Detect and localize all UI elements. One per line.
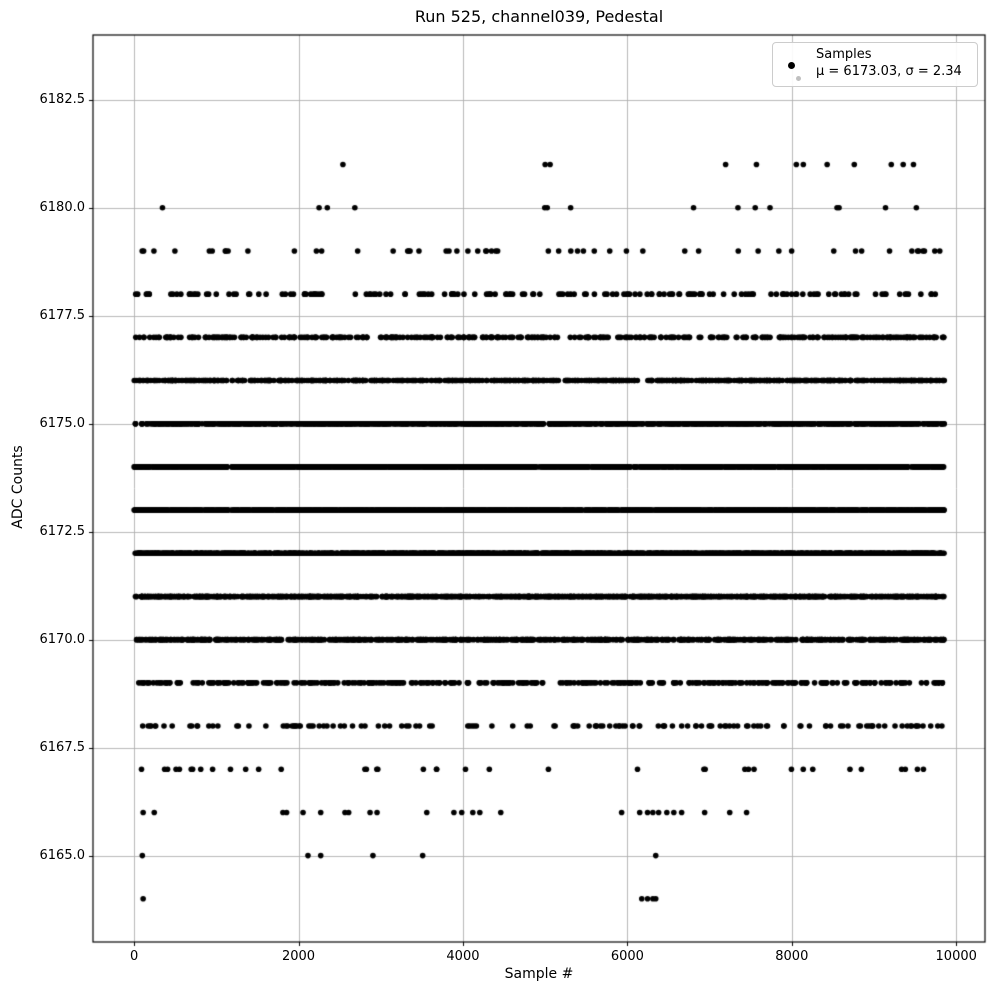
x-tick-label: 2000 [281, 949, 316, 964]
y-tick-label: 6172.5 [39, 523, 85, 539]
x-tick-label: 4000 [446, 949, 480, 964]
legend-box [772, 42, 978, 87]
y-tick-label: 6177.5 [39, 307, 85, 323]
y-tick-label: 6175.0 [39, 415, 85, 431]
x-tick-label: 0 [129, 949, 139, 964]
y-tick-label: 6165.0 [39, 847, 85, 863]
x-axis-label: Sample # [504, 966, 574, 982]
x-tick-label: 8000 [775, 949, 809, 964]
samples-marker-icon [788, 62, 795, 69]
mean-marker-icon [796, 76, 801, 81]
y-axis-label: ADC Counts [10, 445, 26, 529]
y-tick-label: 6180.0 [39, 199, 85, 215]
chart-title: Run 525, channel039, Pedestal [414, 7, 664, 26]
y-tick-label: 6167.5 [39, 739, 85, 755]
y-tick-label: 6182.5 [39, 91, 85, 107]
legend-entry-stats: μ = 6173.03, σ = 2.34 [816, 64, 962, 79]
y-tick-label: 6170.0 [39, 631, 85, 647]
legend-entry-samples: Samples [816, 47, 872, 62]
x-tick-label: 10000 [935, 949, 977, 964]
x-tick-label: 6000 [610, 949, 644, 964]
